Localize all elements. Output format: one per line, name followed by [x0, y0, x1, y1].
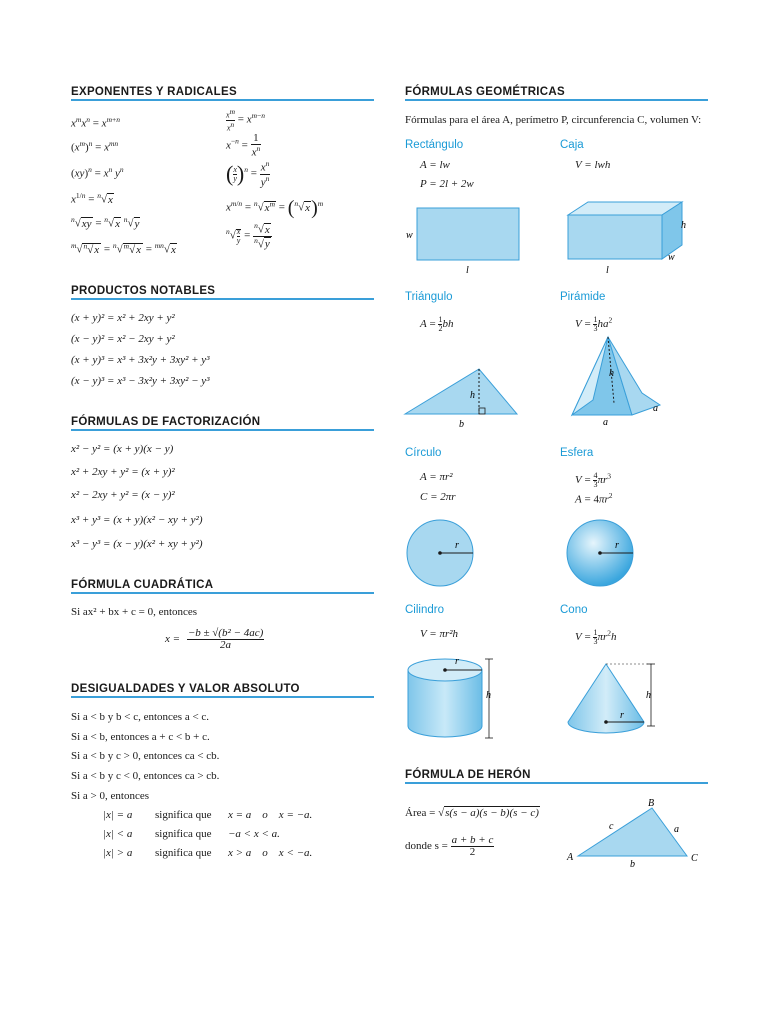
abs-rhs: x = a o x = −a. — [228, 809, 313, 821]
vertex-B-label: B — [648, 798, 655, 809]
rect-width-label: w — [406, 230, 413, 241]
quadratic-numerator: −b ± √(b² − 4ac) — [187, 627, 264, 639]
sphere-radius-label: r — [615, 540, 619, 551]
abs-mid: significa que — [155, 809, 212, 821]
section-title-factorizacion: FÓRMULAS DE FACTORIZACIÓN — [71, 416, 261, 428]
rect-area-formula: A = lw — [420, 159, 450, 171]
factor-formula: x² + 2xy + y² = (x + y)² — [71, 466, 175, 478]
heron-donde: donde s = — [405, 840, 448, 852]
pyramid-base-label: a — [603, 417, 608, 428]
sphere-volume-formula: V = $\frac{4}{3}$ $\pi r^3$ — [575, 471, 611, 489]
cone-radius-label: r — [620, 710, 624, 721]
shape-title-esfera: Esfera — [560, 447, 594, 459]
triangle-height-label: h — [470, 390, 475, 401]
rectangle-figure — [400, 200, 530, 280]
box-height-label: h — [681, 220, 686, 231]
heron-radicand: s(s − a)(s − b)(s − c) — [445, 807, 539, 819]
cylinder-radius-label: r — [455, 656, 459, 667]
formula: $x^{m/n} = ^n√x^m = (^n√x)^m$ — [226, 197, 324, 219]
factor-formula: x² − y² = (x + y)(x − y) — [71, 443, 174, 455]
circle-circumference-formula: C = 2πr — [420, 491, 456, 503]
circle-figure — [405, 515, 480, 595]
section-rule — [405, 99, 708, 101]
formula: $^m$√$^n$√x = $^n$√$^m$√x = $^{mn}$√x — [71, 241, 176, 256]
triangle-area-formula: A = $\frac{1}{2}$ bh — [420, 315, 454, 333]
heron-area-lhs: Área = — [405, 807, 436, 819]
pyramid-volume-formula: V = $\frac{1}{3}$ $ha^2$ — [575, 315, 613, 333]
cylinder-height-label: h — [486, 690, 491, 701]
formula: $\frac{x^m}{x^n}$ = $x^{m-n}$ — [226, 107, 265, 133]
inequality-rule: Si a < b, entonces a + c < b + c. — [71, 731, 210, 743]
section-rule — [71, 429, 374, 431]
shape-title-rectangulo: Rectángulo — [405, 139, 464, 151]
abs-mid: significa que — [155, 847, 212, 859]
shape-title-caja: Caja — [560, 139, 584, 151]
abs-rhs: −a < x < a. — [228, 828, 280, 840]
vertex-C-label: C — [691, 853, 698, 864]
circle-radius-label: r — [455, 540, 459, 551]
section-title-desigualdades: DESIGUALDADES Y VALOR ABSOLUTO — [71, 683, 300, 695]
section-title-cuadratica: FÓRMULA CUADRÁTICA — [71, 579, 214, 591]
abs-lhs: |x| > a — [103, 847, 133, 859]
heron-area-formula: Área = √s(s − a)(s − b)(s − c) — [405, 807, 539, 819]
product-formula: (x − y)² = x² − 2xy + y² — [71, 333, 175, 345]
section-title-heron: FÓRMULA DE HERÓN — [405, 769, 531, 781]
cone-height-label: h — [646, 690, 651, 701]
section-rule — [405, 782, 708, 784]
formula: $(x^m)^n = x^{mn}$ — [71, 139, 119, 154]
formula: ( $\frac{x}{y}$ )$^n$ = $\frac{x^n}{y^n}$ — [226, 159, 270, 189]
formula: $x^mx^n = x^{m+n}$ — [71, 115, 120, 130]
factor-formula: x³ − y³ = (x − y)(x² + xy + y²) — [71, 538, 203, 550]
quadratic-intro: Si ax² + bx + c = 0, entonces — [71, 606, 198, 618]
formula: $x^{-n}$ = $\frac{1}{x^n}$ — [226, 132, 261, 159]
formula: $x^{1/n} = ^n√x$ — [71, 191, 113, 206]
abs-rhs: x > a o x < −a. — [228, 847, 313, 859]
factor-formula: x³ + y³ = (x + y)(x² − xy + y²) — [71, 514, 203, 526]
formula: $^n$√xy = $^n$√x $^n$√y — [71, 215, 140, 230]
pyramid-height-label: h — [609, 368, 614, 379]
quadratic-lhs: x = — [165, 633, 181, 646]
cone-figure — [562, 660, 662, 740]
heron-s-numerator: a + b + c — [451, 834, 494, 846]
formula: $(xy)^n = x^n$ $y^n$ — [71, 165, 124, 180]
abs-mid: significa que — [155, 828, 212, 840]
inequality-rule: Si a < b y c < 0, entonces ca > cb. — [71, 770, 220, 782]
heron-s-denominator: 2 — [469, 846, 476, 858]
box-width-label: w — [668, 252, 675, 263]
box-length-label: l — [606, 265, 609, 276]
side-b-label: b — [630, 859, 635, 870]
box-figure — [560, 195, 700, 280]
pyramid-side-label: a — [653, 403, 658, 414]
box-volume-formula: V = lwh — [575, 159, 611, 171]
shape-title-circulo: Círculo — [405, 447, 442, 459]
sphere-area-formula: $A = 4\pi r^2$ — [575, 491, 613, 506]
shape-title-cono: Cono — [560, 604, 588, 616]
factor-formula: x² − 2xy + y² = (x − y)² — [71, 489, 175, 501]
abs-lhs: |x| < a — [103, 828, 133, 840]
rect-perimeter-formula: P = 2l + 2w — [420, 178, 474, 190]
section-title-productos: PRODUCTOS NOTABLES — [71, 285, 216, 297]
heron-s-formula — [405, 835, 494, 858]
formula: $^n$√ $\frac{x}{y}$ = $\frac{^n√x}{^n√y}$ — [226, 221, 270, 251]
product-formula: (x + y)² = x² + 2xy + y² — [71, 312, 175, 324]
inequality-rule: Si a < b y c > 0, entonces ca < cb. — [71, 750, 220, 762]
triangle-figure — [402, 365, 527, 430]
section-rule — [71, 592, 374, 594]
section-title-exponentes: EXPONENTES Y RADICALES — [71, 86, 237, 98]
geo-intro: Fórmulas para el área A, perímetro P, circunferencia C, volumen V: — [405, 114, 702, 126]
abs-lhs: |x| = a — [103, 809, 133, 821]
section-rule — [71, 298, 374, 300]
cylinder-volume-formula: V = πr²h — [420, 628, 459, 640]
section-rule — [71, 99, 374, 101]
vertex-A-label: A — [567, 852, 574, 863]
circle-area-formula: A = πr² — [420, 471, 453, 483]
shape-title-piramide: Pirámide — [560, 291, 606, 303]
pyramid-figure — [565, 333, 675, 433]
section-title-geometricas: FÓRMULAS GEOMÉTRICAS — [405, 86, 565, 98]
product-formula: (x + y)³ = x³ + 3x²y + 3xy² + y³ — [71, 354, 210, 366]
product-formula: (x − y)³ = x³ − 3x²y + 3xy² − y³ — [71, 375, 210, 387]
section-rule — [71, 696, 374, 698]
triangle-base-label: b — [459, 419, 464, 430]
quadratic-denominator: 2a — [220, 639, 232, 651]
cylinder-figure — [402, 652, 507, 744]
inequality-rule: Si a < b y b < c, entonces a < c. — [71, 711, 210, 723]
shape-title-triangulo: Triángulo — [405, 291, 453, 303]
inequality-rule: Si a > 0, entonces — [71, 790, 149, 802]
sphere-figure — [562, 515, 637, 595]
shape-title-cilindro: Cilindro — [405, 604, 444, 616]
side-c-label: c — [609, 821, 614, 832]
cone-volume-formula: V = $\frac{1}{3}$ $\pi r^2h$ — [575, 628, 617, 646]
rect-length-label: l — [466, 265, 469, 276]
side-a-label: a — [674, 824, 679, 835]
quadratic-formula — [165, 628, 264, 651]
heron-triangle-figure — [562, 795, 707, 875]
